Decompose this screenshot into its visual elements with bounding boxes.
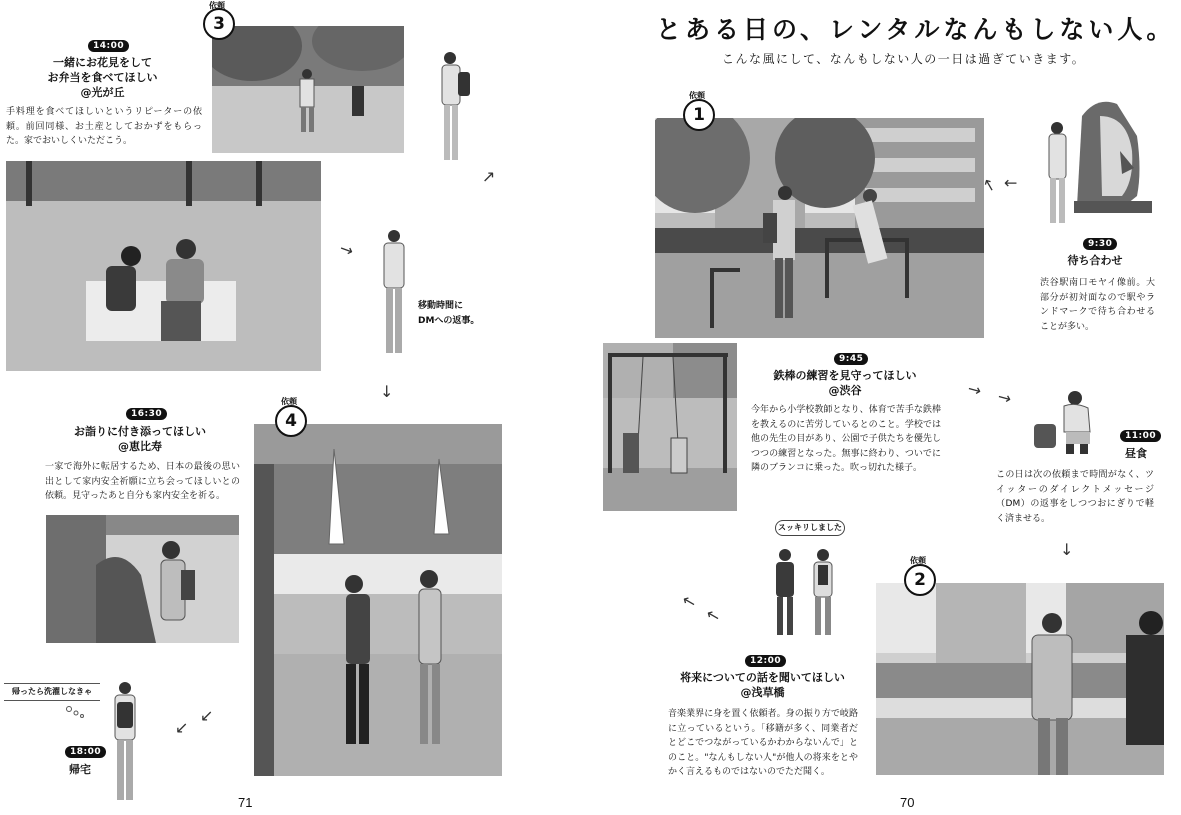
request-2-place: @浅草橋 — [740, 686, 785, 699]
meet-time-badge: 9:30 — [1083, 238, 1117, 250]
request-1-title: 鉄棒の練習を見守ってほしい — [773, 369, 917, 382]
page-number-left: 71 — [238, 795, 253, 810]
arrow-to-home-2: ↙ — [200, 706, 214, 725]
request-2-time-badge: 12:00 — [745, 655, 786, 667]
photo-shrine-visit — [254, 424, 502, 776]
two-walkers-figure — [765, 545, 845, 640]
moai-statue-figure — [1042, 96, 1152, 231]
meet-title: 待ち合わせ — [1067, 254, 1123, 267]
standing-man-figure — [436, 50, 476, 165]
request-1-number: 1 — [683, 99, 715, 131]
request-3-title: 一緒にお花見をして お弁当を食べてほしい — [47, 56, 158, 84]
request-4-place: @恵比寿 — [118, 440, 162, 453]
request-2-title: 将来についての話を聞いてほしい — [680, 671, 845, 684]
phone-reading-figure — [374, 228, 414, 358]
request-4-time-badge: 16:30 — [126, 408, 167, 420]
arrow-to-photo-1: → — [977, 174, 1001, 197]
request-1-body: 今年から小学校教師となり、体育で苦手な鉄棒を教えるのに苦労しているとのこと。学校では他の先生の目があり、公園で子供たちを優先しつつの練習となった。無事に終わり、ついでに隣のブランコに乗った。吹っ切れた様子。 — [751, 405, 941, 473]
page-number-right: 70 — [900, 795, 915, 810]
request-3-time-badge: 14:00 — [88, 40, 129, 52]
lunch-title: 昼食 — [1125, 447, 1147, 460]
photo-swings — [603, 343, 737, 511]
request-4-label: 依頼 — [281, 397, 297, 406]
refreshed-caption — [775, 520, 845, 536]
dm-caption: 移動時間に DMへの返事。 — [418, 301, 480, 326]
arrow-to-lunch-2: → — [995, 386, 1014, 409]
request-1-time-badge: 9:45 — [834, 353, 868, 365]
arrow-to-request-2: ↙ — [702, 606, 725, 625]
refreshed-caption-text: スッキリしました — [778, 523, 842, 532]
request-3-body: 手料理を食べてほしいというリピーターの依頼。前回同様、お土産としておかずをもらった。家でおいしくいただこう。 — [6, 107, 202, 146]
request-2-body: 音楽業界に身を置く依頼者。身の振り方で岐路に立っているという。「移籍が多く、同業者だとどこでつながっているかわからないんで」とのこと。"なんもしない人"が他人の将来をとやかく言えるものではないのでただ聞く。 — [668, 709, 858, 777]
request-4-body: 一家で海外に転居するため、日本の最後の思い出として家内安全祈願に立ち会ってほしいとの依頼。見守ったあと自分も家内安全を祈る。 — [45, 462, 240, 501]
photo-talking-by-river — [876, 583, 1164, 775]
crouching-lunch-figure — [1030, 390, 1105, 455]
request-3-number: 3 — [203, 8, 235, 40]
photo-hanami-picnic — [6, 161, 321, 371]
arrow-to-request-2b: ↙ — [678, 592, 701, 611]
spread-title: とある日の、レンタルなんもしない人。 — [656, 15, 1176, 44]
request-4-number: 4 — [275, 405, 307, 437]
request-2-number: 2 — [904, 564, 936, 596]
arrow-to-request-4: ↓ — [380, 382, 394, 401]
photo-horizontal-bar-practice — [655, 118, 984, 338]
walking-home-figure — [105, 680, 145, 805]
request-1-place: @渋谷 — [828, 384, 862, 397]
home-time-badge: 18:00 — [65, 746, 106, 758]
home-title: 帰宅 — [69, 763, 91, 776]
laundry-caption — [4, 683, 100, 701]
meet-body: 渋谷駅南口モヤイ像前。大部分が初対面なので駅やランドマークで待ち合わせることが多い。 — [1040, 278, 1155, 332]
request-3-place: @光が丘 — [80, 86, 125, 99]
request-4-title: お詣りに付き添ってほしい — [74, 425, 206, 438]
arrow-to-dm-figure: → — [337, 238, 357, 261]
request-1-label: 依頼 — [689, 91, 705, 100]
arrow-to-request-3: ↙ — [482, 168, 496, 187]
photo-hanami-park-top — [212, 26, 404, 153]
arrow-to-photo-2: ↓ — [1060, 540, 1074, 559]
photo-shrine-praying — [46, 515, 239, 643]
spread-subtitle: こんな風にして、なんもしない人の一日は過ぎていきます。 — [722, 52, 1086, 66]
lunch-time-badge: 11:00 — [1120, 430, 1161, 442]
arrow-to-lunch: → — [965, 378, 984, 401]
arrow-to-home: ↙ — [175, 718, 189, 737]
request-3-label: 依頼 — [209, 1, 225, 10]
arrow-left: → — [1004, 174, 1018, 193]
thought-bubbles — [64, 704, 90, 718]
lunch-body: この日は次の依頼まで時間がなく、ツイッターのダイレクトメッセージ（DM）の返事をしつつおにぎりで軽く済ませる。 — [996, 470, 1154, 524]
laundry-caption-text: 帰ったら洗濯しなきゃ — [12, 687, 92, 696]
request-2-label: 依頼 — [910, 556, 926, 565]
